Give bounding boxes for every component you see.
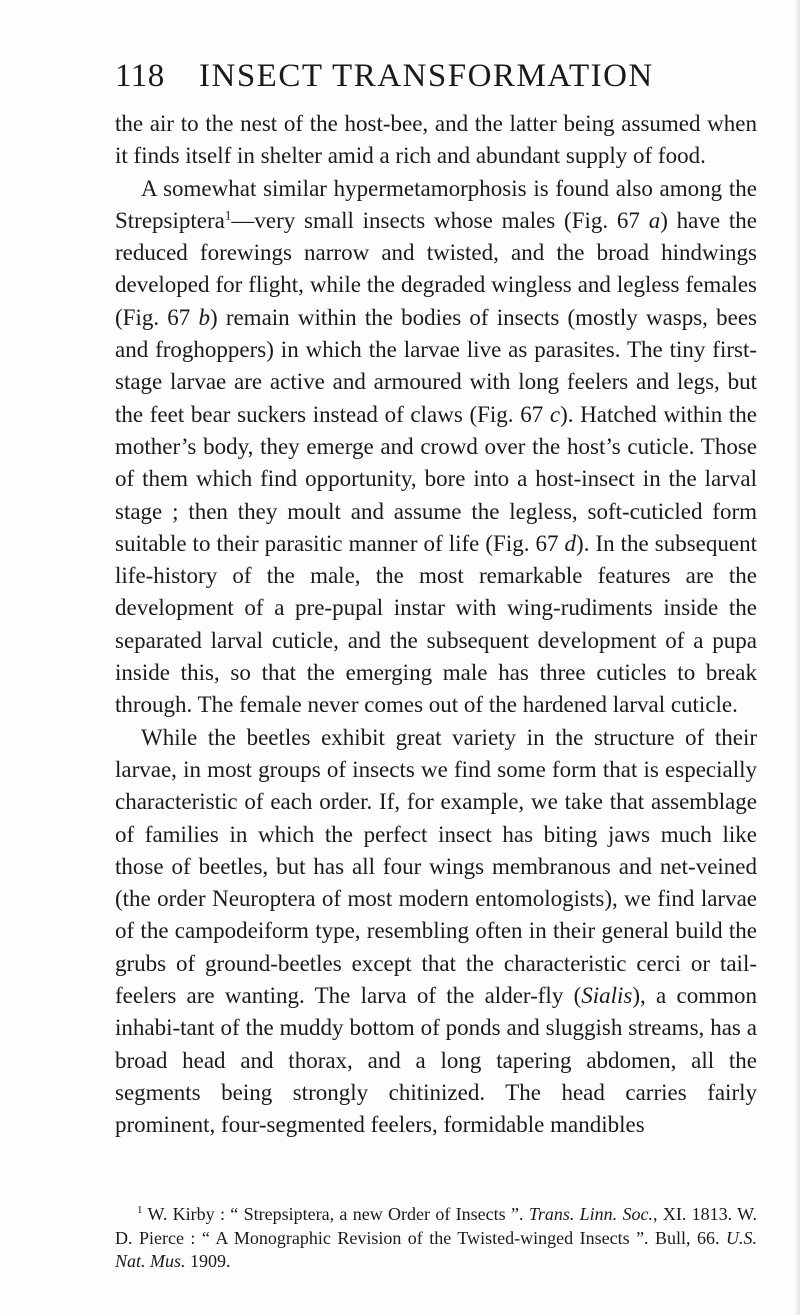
page-edge-shadow xyxy=(794,0,800,1315)
text-run: ). Hatched within the mother’s body, they emerge and crowd over the host’s cuticle. Those of them which find opportunity, bore into a host-insect in the larval stage ; then they moult and assume the legless, soft-cuticled form suitable to their parasitic manner of life (Fig. 67 xyxy=(115,401,757,556)
text-run: ) remain within the bodies of insects (mostly wasps, bees and froghoppers) in which the larvae live as parasites. The tiny first-stage larvae are active and armoured with long feelers and legs, but the feet bear suckers instead of claws (Fig. 67 xyxy=(115,304,757,427)
text-run: —very small insects whose males (Fig. 67 xyxy=(231,207,649,233)
paragraph-beetles xyxy=(115,722,757,1142)
footnote-text: 1909. xyxy=(185,1251,231,1271)
figure-label: d xyxy=(564,530,577,556)
text-run: While the beetles exhibit great variety in the structure of their larvae, in most groups of insects we find some form that is especially characteristic of each order. If, for example, we take that assemblage of families in which the perfect insect has biting jaws much like those of beetles, but has all four wings membranous and net-veined (the order Neuroptera of most modern entomologists), we find larvae of the campodeiform type, resembling often in their general build the grubs of ground-beetles except that the characteristic cerci or tail-feelers are wanting. The larva of the alder-fly ( xyxy=(115,724,757,1009)
text-run: A somewhat similar hypermetamorphosis is found also among the Strepsiptera xyxy=(115,175,757,233)
text-run: ) have the reduced forewings narrow and twisted, and the broad hindwings developed for flight, while the degraded wingless and legless females (Fig. 67 xyxy=(115,207,757,330)
footnote xyxy=(115,1203,757,1274)
paragraph-strepsiptera xyxy=(115,173,757,722)
page-number: 118 xyxy=(115,58,165,94)
paragraph-text: the air to the nest of the host-bee, and the latter being assumed when it finds itself in shelter amid a rich and abundant supply of food. xyxy=(115,111,757,169)
journal-title: Trans. Linn. Soc. xyxy=(528,1204,653,1224)
figure-label: b xyxy=(198,304,210,330)
text-run: ). In the subsequent life-history of the male, the most remarkable features are the development of a pre-pupal instar with wing-rudiments inside the separated larval cuticle, and the subsequent development of a pupa inside this, so that the emerging male has three cuticles to break through. The female never comes out of the hardened larval cuticle. xyxy=(115,530,757,718)
page-header xyxy=(115,58,755,102)
figure-label: c xyxy=(549,401,561,427)
body-text xyxy=(115,108,757,1142)
paragraph-continued xyxy=(115,108,757,173)
figure-label: a xyxy=(648,207,661,233)
footnote-text: , XI. 1813. W. D. Pierce : “ A Monographic Revision of the Twisted-winged Insects ”. Bull, 66. xyxy=(115,1204,757,1248)
journal-title: U.S. Nat. Mus. xyxy=(115,1227,757,1271)
running-head: INSECT TRANSFORMATION xyxy=(199,58,654,94)
footnote-reference[interactable]: 1 xyxy=(224,207,232,223)
text-run: ), a common inhabi-tant of the muddy bottom of ponds and sluggish streams, has a broad head and thorax, and a long tapering abdomen, all the segments being strongly chitinized. The head carries fairly prominent, four-segmented feelers, formidable mandibles xyxy=(115,983,758,1138)
footnote-text: W. Kirby : “ Strepsiptera, a new Order of Insects ”. xyxy=(142,1204,529,1224)
footnote-marker: 1 xyxy=(137,1204,143,1216)
genus-name: Sialis xyxy=(581,983,633,1009)
